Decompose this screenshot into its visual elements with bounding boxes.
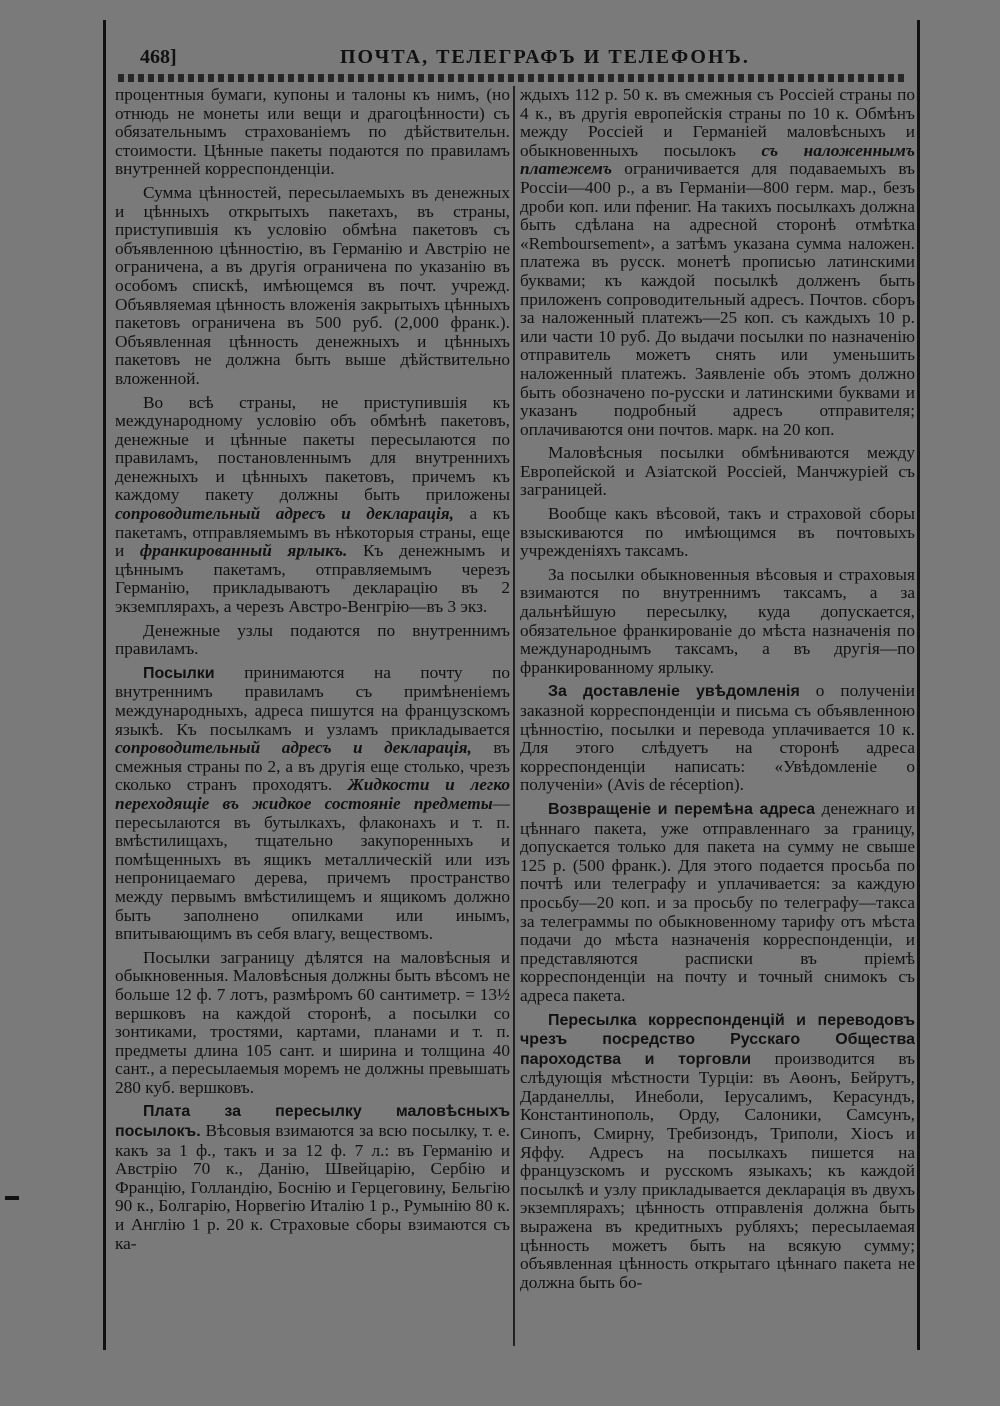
column-divider bbox=[513, 86, 515, 1346]
page-header bbox=[140, 42, 910, 76]
page-frame-right bbox=[917, 20, 920, 1350]
text: производится въ слѣдующiя мѣстности Турцiи: въ Аѳонъ, Бейрутъ, Дарданеллы, Инеболи, Iерусалимъ, Керасундъ, Константинополь, Орду, Салоники, Самсунъ, Синопъ, Смирну, Требизондъ, Триполи, Хiосъ и Яффу. Адресъ на посылкахъ пишется на французскомъ и русскомъ языкахъ; къ каждой посылкѣ и узлу прикладывается декларацiя въ двухъ экземплярахъ; цѣнность отправленiя должна быть выражена въ кредитныхъ рубляхъ; пересылаемая цѣнность можетъ быть на всякую сумму; объявленная цѣнность открытаго цѣннаго пакета не должна быть бо- bbox=[520, 1048, 915, 1292]
paragraph bbox=[520, 682, 915, 795]
paragraph bbox=[520, 800, 915, 1006]
paragraph: За посылки обыкновенныя вѣсовыя и страховыя взимаются по внутреннимъ таксамъ, а за дальнѣйшую пересылку, куда допускается, обязательное франкированiе до мѣста назначенiя по международнымъ таксамъ, а въ другiя—по франкированному ярлыку. bbox=[520, 564, 915, 677]
page-frame-left bbox=[103, 20, 106, 1350]
emphasis: съ наложеннымъ платежемъ bbox=[520, 140, 915, 179]
emphasis: Жидкости и легко переходящiе въ жидкое состоянiе предметы bbox=[115, 775, 510, 813]
text: Во всѣ страны, не приступившiя къ международному условiю объ обмѣнѣ пакетовъ, денежные и цѣнные пакеты пересылаются по правиламъ, постановленнымъ для внутреннихъ денежныхъ и цѣнныхъ пакетовъ, причемъ къ каждому пакету должны быть приложены bbox=[115, 392, 510, 505]
section-heading: Посылки bbox=[143, 664, 215, 682]
section-heading: Пересылка корреспонденцiй и переводовъ чрезъ посредство Русскаго Общества пароходства и торговли bbox=[520, 1011, 915, 1068]
paragraph: Сумма цѣнностей, пересылаемыхъ въ денежных и цѣнныхъ открытыхъ пакетахъ, въ страны, приступившiя къ условiю обмѣна пакетовъ съ объявленною цѣнностiю, въ Германiю и Австрiю не ограничена, а въ другiя ограничена по указанiю въ особомъ спискѣ, имѣющемся въ почт. учрежд. Объявляемая цѣнность вложенiя закрытыхъ цѣнныхъ пакетовъ ограничена въ 500 руб. (2,000 франк.). Объявленная цѣнность денежныхъ и цѣнныхъ пакетовъ не должна быть выше дѣйствительно вложенной. bbox=[115, 182, 510, 388]
emphasis: франкированный ярлыкъ. bbox=[139, 541, 348, 561]
text: ждыхъ 112 р. 50 к. въ смежныя съ Россiей страны по 4 к., въ другiя европейскiя страны по 10 к. Обмѣнъ между Россiей и Германiей маловѣсныхъ и обыкновенныхъ посылокъ bbox=[520, 86, 915, 160]
text: о полученiи заказной корреспонденцiи и письма съ объявленною цѣнностiю, посылки и перевода уплачивается 10 к. Для этого слѣдуетъ на сторонѣ адреса корреспонденцiи написать: «Увѣдомленiе о полученiи» (Avis de réception). bbox=[520, 681, 915, 795]
paragraph: Вообще какъ вѣсовой, такъ и страховой сборы взыскиваются по имѣющимся въ почтовыхъ учрежденiяхъ таксамъ. bbox=[520, 504, 915, 561]
page-number: 468] bbox=[140, 46, 177, 68]
section-heading: Плата за пересылку маловѣсныхъ посылокъ. bbox=[115, 1103, 510, 1141]
text: а къ пакетамъ, отправляемымъ въ нѣкоторыя страны, еще и bbox=[115, 504, 510, 561]
text: —пересылаются въ бутылкахъ, флаконахъ и т. п. вмѣстилищахъ, тщательно закупоренныхъ и помѣщенныхъ въ ящикъ металлическiй или изъ непроницаемаго дерева, причемъ пространство между первымъ вмѣстилищемъ и ящикомъ должно быть заполнено опилками или инымъ, впитывающимъ въ себя влагу, веществомъ. bbox=[115, 793, 510, 944]
text: Къ денежнымъ и цѣннымъ пакетамъ, отправляемымъ черезъ Германiю, прикладываютъ декларацiю въ 2 экземплярахъ, а черезъ Австро-Венгрiю—въ 3 экз. bbox=[115, 541, 510, 617]
paragraph bbox=[520, 86, 915, 439]
text: ограничивается для подаваемыхъ въ Россiи—400 р., а въ Германiи—800 герм. мар., безъ дроби коп. или пфениг. На такихъ посылкахъ должна быть сдѣлана на адресной сторонѣ отмѣтка «Remboursement», а затѣмъ указана сумма наложен. платежа въ русск. монетѣ прописью латинскими буквами; къ каждой посылкѣ долженъ быть приложенъ сопроводительный адресъ. Почтов. сборъ за наложенный платежъ—25 коп. съ каждыхъ 10 р. или части 10 руб. До выдачи посылки по назначенiю отправитель можетъ снять или уменьшить наложенный платежъ. Заявленiе объ этомъ должно быть обозначено по-русски и латинскими буквами и указанъ подробный адресъ отправителя; оплачиваются они почтов. марк. на 20 коп. bbox=[520, 159, 915, 439]
left-column bbox=[115, 86, 510, 1346]
paragraph: процентныя бумаги, купоны и талоны къ нимъ, (но отнюдь не монеты или вещи и драгоцѣнности) съ обязательнымъ страхованiемъ по дѣйствительн. стоимости. Цѣнные пакеты подаются по правиламъ внутренней корреспонденцiи. bbox=[115, 86, 510, 179]
section-heading: За доставленiе увѣдомленiя bbox=[548, 683, 800, 701]
text: принимаются на почту по внутреннимъ правиламъ съ примѣненiемъ международныхъ, адреса пишутся на французскомъ языкѣ. Къ посылкамъ и узламъ прикладывается bbox=[115, 662, 510, 739]
emphasis: сопроводительный адресъ и декларацiя, bbox=[115, 738, 472, 758]
right-column bbox=[520, 86, 915, 1346]
paragraph: Посылки заграницу дѣлятся на маловѣсныя и обыкновенныя. Маловѣсныя должны быть вѣсомъ не больше 12 ф. 7 лотъ, размѣромъ 60 сантиметр. = 13½ вершковъ на каждой сторонѣ, а посылки со зонтиками, тростями, картами, планами и т. п. предметы длина 105 сант. и ширина и толщина 40 сант., а пересылаемыя моремъ не должны превышать 280 куб. вершковъ. bbox=[115, 947, 510, 1097]
paragraph: Маловѣсныя посылки обмѣниваются между Европейской и Азiатской Россiей, Манчжурiей съ заграницей. bbox=[520, 443, 915, 500]
paragraph bbox=[115, 1102, 510, 1253]
section-heading: Возвращенiе и перемѣна адреса bbox=[548, 800, 816, 818]
text: въ смежныя страны по 2, а въ другiя еще столько, чрезъ сколько странъ проходятъ. bbox=[115, 738, 510, 795]
text: Вѣсовыя взимаются за всю посылку, т. е. какъ за 1 ф., такъ и за 12 ф. 7 л.: въ Германiю и Австрiю 70 к., Данiю, Швейцарiю, Сербiю и Францiю, Голландiю, Боснiю и Герцеговину, Бельгiю 90 к., Болгарiю, Норвегiю Италiю 1 р., Румынiю 80 к. и Англiю 1 р. 20 к. Страховые сборы взимаются съ ка- bbox=[115, 1121, 510, 1253]
header-rule bbox=[118, 74, 908, 82]
emphasis: сопроводительный адресъ и декларацiя, bbox=[115, 504, 454, 524]
paragraph bbox=[520, 1011, 915, 1293]
paragraph bbox=[115, 394, 510, 617]
paragraph bbox=[115, 664, 510, 944]
margin-mark bbox=[5, 1196, 19, 1200]
text: денежнаго и цѣннаго пакета, уже отправленнаго за границу, допускается только для пакета на сумму не свыше 125 р. (500 франк.). Для этого подается просьба по почтѣ или телеграфу и уплачивается: за каждую просьбу—20 коп. и за просьбу по телеграфу—такса за телеграммы по обыкновенному тарифу отъ мѣста подачи до мѣста назначенiя корреспонденцiи, и представляются расписки въ прiемѣ корреспонденцiи на почту и точный снимокъ съ адреса пакета. bbox=[520, 798, 915, 1005]
paragraph: Денежные узлы подаются по внутреннимъ правиламъ. bbox=[115, 620, 510, 659]
running-head: ПОЧТА, ТЕЛЕГРАФЪ И ТЕЛЕФОНЪ. bbox=[340, 46, 750, 68]
